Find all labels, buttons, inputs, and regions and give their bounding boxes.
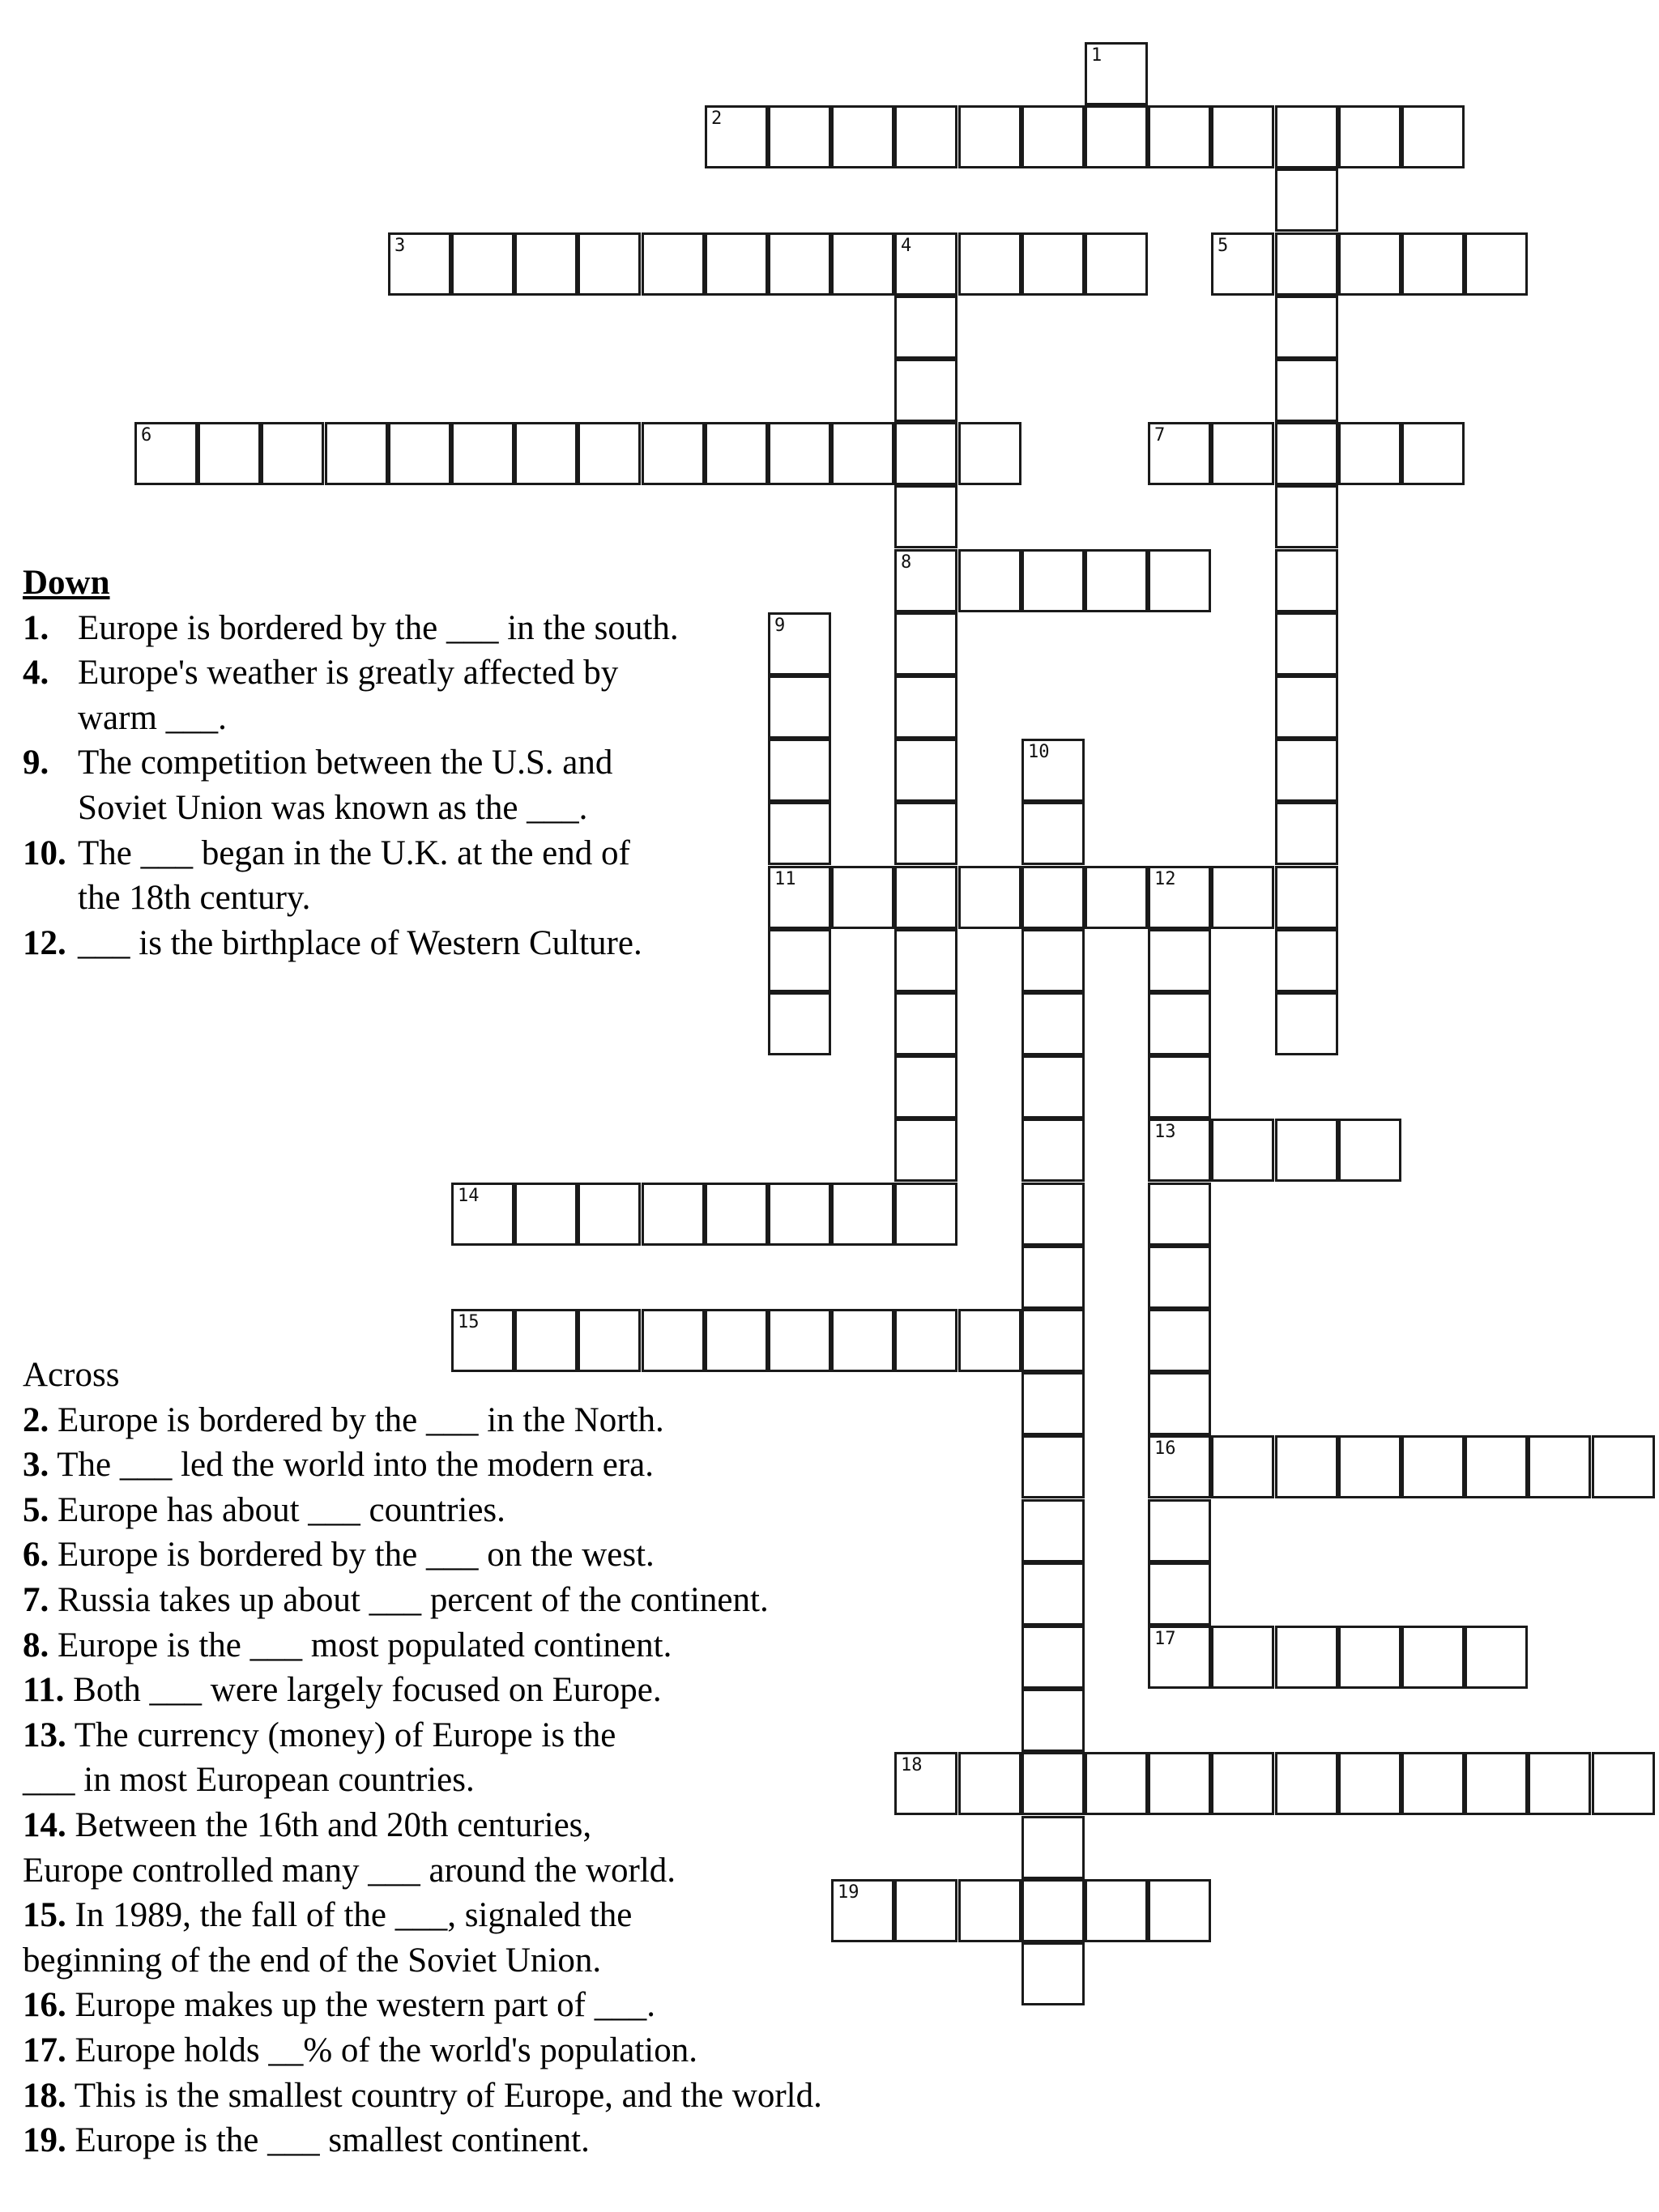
crossword-cell[interactable] xyxy=(1275,739,1338,802)
clue-text: In 1989, the fall of the ___, signaled the xyxy=(66,1896,633,1935)
crossword-cell[interactable] xyxy=(1148,1119,1211,1182)
clue-number: 14 xyxy=(458,1186,480,1206)
crossword-cell[interactable] xyxy=(894,866,957,929)
down-clue xyxy=(23,606,752,651)
crossword-cell[interactable] xyxy=(768,422,831,485)
crossword-cell[interactable] xyxy=(325,422,388,485)
across-clue xyxy=(23,1623,946,1669)
across-clue xyxy=(23,1668,946,1713)
crossword-cell[interactable] xyxy=(1148,1626,1211,1689)
crossword-cell[interactable] xyxy=(1275,992,1338,1055)
crossword-cell[interactable] xyxy=(831,422,894,485)
clue-text: The competition between the U.S. and xyxy=(78,744,613,782)
clue-text: Between the 16th and 20th centuries, xyxy=(66,1805,592,1844)
clue-num: 13. xyxy=(23,1715,66,1754)
clue-num: 7. xyxy=(23,1580,49,1619)
clue-text: Russia takes up about ___ percent of the continent. xyxy=(49,1580,769,1619)
crossword-cell[interactable] xyxy=(894,105,957,168)
crossword-cell[interactable] xyxy=(1148,422,1211,485)
clue-num: 19. xyxy=(23,2121,66,2160)
crossword-cell[interactable] xyxy=(831,105,894,168)
crossword-cell[interactable] xyxy=(1148,1372,1211,1435)
crossword-cell[interactable] xyxy=(894,1055,957,1119)
crossword-cell[interactable] xyxy=(1465,232,1528,296)
down-heading: Down xyxy=(23,564,110,602)
crossword-cell[interactable] xyxy=(894,1119,957,1182)
crossword-cell[interactable] xyxy=(958,1752,1021,1815)
crossword-cell[interactable] xyxy=(514,232,578,296)
crossword-cell[interactable] xyxy=(1275,929,1338,992)
crossword-cell[interactable] xyxy=(1211,1435,1274,1498)
crossword-cell[interactable] xyxy=(1021,1119,1085,1182)
crossword-cell[interactable] xyxy=(1021,549,1085,612)
crossword-cell[interactable] xyxy=(831,866,894,929)
crossword-cell[interactable] xyxy=(1275,1626,1338,1689)
clue-num: 6. xyxy=(23,1536,49,1575)
clue-num: 18. xyxy=(23,2076,66,2115)
crossword-cell[interactable] xyxy=(388,232,451,296)
across-heading: Across xyxy=(23,1356,120,1394)
crossword-cell[interactable] xyxy=(1021,1626,1085,1689)
crossword-cell[interactable] xyxy=(1401,1752,1465,1815)
clue-text: Europe is bordered by the ___ on the west. xyxy=(49,1536,655,1575)
crossword-cell[interactable] xyxy=(1401,232,1465,296)
crossword-cell[interactable] xyxy=(1401,422,1465,485)
clue-text: Europe's weather is greatly affected by xyxy=(78,654,619,693)
crossword-cell[interactable] xyxy=(894,1183,957,1246)
down-clues xyxy=(23,560,752,965)
across-clue xyxy=(23,1532,946,1578)
crossword-cell[interactable] xyxy=(1021,992,1085,1055)
across-clue xyxy=(23,1713,946,1758)
crossword-cell[interactable] xyxy=(768,232,831,296)
crossword-cell[interactable] xyxy=(705,422,768,485)
crossword-cell[interactable] xyxy=(1021,232,1085,296)
crossword-cell[interactable] xyxy=(1275,485,1338,548)
crossword-cell[interactable] xyxy=(705,232,768,296)
crossword-cell[interactable] xyxy=(705,105,768,168)
crossword-cell[interactable] xyxy=(1275,1119,1338,1182)
crossword-cell[interactable] xyxy=(1338,1752,1401,1815)
across-clue xyxy=(23,2028,946,2073)
crossword-cell[interactable] xyxy=(1021,1055,1085,1119)
crossword-cell[interactable] xyxy=(1021,1752,1085,1815)
crossword-cell[interactable] xyxy=(1338,422,1401,485)
crossword-cell[interactable] xyxy=(1148,1183,1211,1246)
crossword-cell[interactable] xyxy=(958,105,1021,168)
crossword-cell[interactable] xyxy=(1148,1309,1211,1372)
crossword-cell[interactable] xyxy=(831,1183,894,1246)
crossword-cell[interactable] xyxy=(578,232,641,296)
clue-text: ___ is the birthplace of Western Culture. xyxy=(78,923,642,962)
clue-num: 8. xyxy=(23,1626,49,1664)
across-clue xyxy=(23,1398,946,1443)
clue-number: 7 xyxy=(1154,425,1166,445)
crossword-cell[interactable] xyxy=(1211,105,1274,168)
crossword-cell[interactable] xyxy=(1148,1246,1211,1309)
crossword-cell[interactable] xyxy=(958,422,1021,485)
crossword-cell[interactable] xyxy=(1148,992,1211,1055)
clue-num: 14. xyxy=(23,1805,66,1844)
clue-number: 12 xyxy=(1154,869,1176,889)
clue-num: 12. xyxy=(23,923,66,962)
crossword-cell[interactable] xyxy=(1085,232,1148,296)
crossword-cell[interactable] xyxy=(1211,422,1274,485)
across-clue xyxy=(23,2118,946,2163)
crossword-cell[interactable] xyxy=(894,359,957,422)
crossword-cell[interactable] xyxy=(642,422,705,485)
clue-text: The ___ began in the U.K. at the end of xyxy=(78,833,630,872)
crossword-cell[interactable] xyxy=(1021,1246,1085,1309)
clue-continuation: the 18th century. xyxy=(78,879,311,918)
crossword-cell[interactable] xyxy=(894,549,957,612)
crossword-cell[interactable] xyxy=(1148,1879,1211,1942)
crossword-cell[interactable] xyxy=(1021,929,1085,992)
crossword-cell[interactable] xyxy=(1148,549,1211,612)
crossword-cell[interactable] xyxy=(1148,1055,1211,1119)
clue-number: 1 xyxy=(1091,45,1102,66)
across-clue xyxy=(23,1443,946,1488)
clue-num: 1. xyxy=(23,608,49,647)
crossword-cell[interactable] xyxy=(1085,1752,1148,1815)
crossword-cell[interactable] xyxy=(894,676,957,739)
crossword-cell[interactable] xyxy=(1275,802,1338,865)
crossword-cell[interactable] xyxy=(1021,1435,1085,1498)
clue-text: Europe holds __% of the world's population. xyxy=(66,2031,697,2069)
clue-text: Europe makes up the western part of ___. xyxy=(66,1986,655,2025)
crossword-cell[interactable] xyxy=(134,422,198,485)
down-clue xyxy=(23,650,752,696)
crossword-cell[interactable] xyxy=(1021,1689,1085,1752)
crossword-cell[interactable] xyxy=(958,232,1021,296)
clue-num: 17. xyxy=(23,2031,66,2069)
clue-num: 9. xyxy=(23,744,49,782)
crossword-cell[interactable] xyxy=(1275,105,1338,168)
crossword-cell[interactable] xyxy=(958,866,1021,929)
clue-text: Europe is bordered by the ___ in the south. xyxy=(78,608,679,647)
across-clue xyxy=(23,1803,946,1848)
crossword-cell[interactable] xyxy=(1021,1183,1085,1246)
crossword-cell[interactable] xyxy=(894,802,957,865)
crossword-cell[interactable] xyxy=(1275,422,1338,485)
crossword-cell[interactable] xyxy=(1528,1752,1591,1815)
crossword-cell[interactable] xyxy=(1211,866,1274,929)
clue-continuation: ___ in most European countries. xyxy=(23,1761,475,1800)
crossword-cell[interactable] xyxy=(768,739,831,802)
crossword-cell[interactable] xyxy=(1021,1879,1085,1942)
crossword-cell[interactable] xyxy=(768,676,831,739)
crossword-cell[interactable] xyxy=(1085,549,1148,612)
clue-number: 10 xyxy=(1028,742,1050,762)
crossword-cell[interactable] xyxy=(1085,42,1148,105)
crossword-cell[interactable] xyxy=(261,422,324,485)
clue-text: Europe is bordered by the ___ in the North. xyxy=(49,1400,664,1439)
clue-continuation: beginning of the end of the Soviet Union. xyxy=(23,1941,602,1980)
crossword-cell[interactable] xyxy=(1085,1879,1148,1942)
clue-number: 8 xyxy=(901,552,912,573)
crossword-cell[interactable] xyxy=(1148,1562,1211,1626)
clue-number: 18 xyxy=(901,1755,923,1775)
crossword-cell[interactable] xyxy=(642,232,705,296)
crossword-cell[interactable] xyxy=(1465,1626,1528,1689)
clue-text: The ___ led the world into the modern era. xyxy=(49,1446,654,1485)
crossword-cell[interactable] xyxy=(1021,802,1085,865)
crossword-cell[interactable] xyxy=(1085,105,1148,168)
crossword-cell[interactable] xyxy=(1211,1626,1274,1689)
crossword-cell[interactable] xyxy=(1275,1435,1338,1498)
clue-continuation: Europe controlled many ___ around the world. xyxy=(23,1851,676,1890)
across-clue xyxy=(23,1983,946,2028)
clue-num: 11. xyxy=(23,1671,65,1710)
crossword-cell[interactable] xyxy=(768,802,831,865)
clue-number: 4 xyxy=(901,236,912,256)
crossword-cell[interactable] xyxy=(1211,1752,1274,1815)
crossword-cell[interactable] xyxy=(388,422,451,485)
clue-text: Europe is the ___ smallest continent. xyxy=(66,2121,590,2160)
crossword-cell[interactable] xyxy=(1465,1435,1528,1498)
crossword-cell[interactable] xyxy=(578,422,641,485)
clue-num: 2. xyxy=(23,1400,49,1439)
crossword-cell[interactable] xyxy=(894,232,957,296)
crossword-cell[interactable] xyxy=(1592,1752,1655,1815)
crossword-cell[interactable] xyxy=(1211,1119,1274,1182)
down-clue xyxy=(23,831,752,876)
crossword-cell[interactable] xyxy=(958,1309,1021,1372)
crossword-cell[interactable] xyxy=(1021,105,1085,168)
clue-text: Both ___ were largely focused on Europe. xyxy=(64,1671,662,1710)
crossword-cell[interactable] xyxy=(1338,1119,1401,1182)
crossword-cell[interactable] xyxy=(1275,1752,1338,1815)
crossword-cell[interactable] xyxy=(514,1183,578,1246)
crossword-cell[interactable] xyxy=(894,992,957,1055)
clue-num: 3. xyxy=(23,1446,49,1485)
crossword-cell[interactable] xyxy=(451,1183,514,1246)
clue-text: This is the smallest country of Europe, and the world. xyxy=(66,2076,822,2115)
crossword-cell[interactable] xyxy=(1148,1435,1211,1498)
crossword-cell[interactable] xyxy=(831,232,894,296)
clue-number: 6 xyxy=(141,425,152,445)
clue-number: 3 xyxy=(394,236,406,256)
crossword-cell[interactable] xyxy=(1401,105,1465,168)
crossword-cell[interactable] xyxy=(1275,549,1338,612)
crossword-cell[interactable] xyxy=(1338,105,1401,168)
crossword-cell[interactable] xyxy=(1275,168,1338,232)
clue-number: 17 xyxy=(1154,1629,1176,1649)
clue-num: 10. xyxy=(23,833,66,872)
crossword-cell[interactable] xyxy=(1085,866,1148,929)
clue-number: 9 xyxy=(774,616,786,636)
crossword-cell[interactable] xyxy=(1401,1626,1465,1689)
crossword-cell[interactable] xyxy=(1021,1499,1085,1562)
crossword-cell[interactable] xyxy=(1465,1752,1528,1815)
across-clue xyxy=(23,2073,946,2119)
clue-continuation: Soviet Union was known as the ___. xyxy=(78,788,588,827)
clue-number: 15 xyxy=(458,1312,480,1332)
crossword-cell[interactable] xyxy=(1275,866,1338,929)
clue-number: 19 xyxy=(838,1882,859,1903)
crossword-cell[interactable] xyxy=(1338,1626,1401,1689)
crossword-cell[interactable] xyxy=(894,485,957,548)
crossword-cell[interactable] xyxy=(1021,1942,1085,2005)
crossword-cell[interactable] xyxy=(894,296,957,359)
clue-number: 2 xyxy=(711,109,723,129)
crossword-cell[interactable] xyxy=(1021,739,1085,802)
clue-num: 4. xyxy=(23,654,49,693)
crossword-cell[interactable] xyxy=(1275,676,1338,739)
crossword-cell[interactable] xyxy=(958,549,1021,612)
crossword-cell[interactable] xyxy=(768,992,831,1055)
crossword-cell[interactable] xyxy=(768,929,831,992)
crossword-cell[interactable] xyxy=(1338,232,1401,296)
crossword-cell[interactable] xyxy=(451,422,514,485)
clue-text: Europe is the ___ most populated continent. xyxy=(49,1626,672,1664)
crossword-cell[interactable] xyxy=(894,929,957,992)
clue-text: Europe has about ___ countries. xyxy=(49,1490,505,1529)
crossword-cell[interactable] xyxy=(1592,1435,1655,1498)
crossword-cell[interactable] xyxy=(768,612,831,676)
crossword-cell[interactable] xyxy=(1338,1435,1401,1498)
crossword-cell[interactable] xyxy=(705,1183,768,1246)
crossword-cell[interactable] xyxy=(1275,612,1338,676)
across-clue xyxy=(23,1578,946,1623)
clue-number: 13 xyxy=(1154,1122,1176,1142)
down-clue xyxy=(23,921,752,966)
crossword-cell[interactable] xyxy=(1021,1372,1085,1435)
crossword-cell[interactable] xyxy=(1148,105,1211,168)
crossword-cell[interactable] xyxy=(894,612,957,676)
crossword-cell[interactable] xyxy=(198,422,261,485)
crossword-cell[interactable] xyxy=(1021,1309,1085,1372)
crossword-cell[interactable] xyxy=(1021,1562,1085,1626)
crossword-cell[interactable] xyxy=(1148,1499,1211,1562)
crossword-cell[interactable] xyxy=(1021,866,1085,929)
crossword-cell[interactable] xyxy=(514,422,578,485)
clue-continuation: warm ___. xyxy=(78,698,227,737)
crossword-cell[interactable] xyxy=(1275,359,1338,422)
crossword-cell[interactable] xyxy=(1021,1816,1085,1879)
down-clue xyxy=(23,740,752,786)
clue-num: 16. xyxy=(23,1986,66,2025)
clue-num: 5. xyxy=(23,1490,49,1529)
crossword-cell[interactable] xyxy=(1148,929,1211,992)
crossword-cell[interactable] xyxy=(451,232,514,296)
clue-number: 16 xyxy=(1154,1438,1176,1459)
crossword-cell[interactable] xyxy=(1148,1752,1211,1815)
crossword-cell[interactable] xyxy=(1211,232,1274,296)
clue-text: The currency (money) of Europe is the xyxy=(66,1715,616,1754)
crossword-cell[interactable] xyxy=(958,1879,1021,1942)
crossword-cell[interactable] xyxy=(1148,866,1211,929)
clue-number: 5 xyxy=(1218,236,1229,256)
crossword-cell[interactable] xyxy=(642,1183,705,1246)
crossword-cell[interactable] xyxy=(768,866,831,929)
clue-num: 15. xyxy=(23,1896,66,1935)
crossword-cell[interactable] xyxy=(768,1183,831,1246)
across-clues xyxy=(23,1353,946,2163)
across-clue xyxy=(23,1488,946,1533)
across-clue xyxy=(23,1893,946,1938)
crossword-cell[interactable] xyxy=(1401,1435,1465,1498)
crossword-cell[interactable] xyxy=(1275,232,1338,296)
clue-number: 11 xyxy=(774,869,796,889)
crossword-cell[interactable] xyxy=(1528,1435,1591,1498)
crossword-cell[interactable] xyxy=(894,422,957,485)
crossword-cell[interactable] xyxy=(894,739,957,802)
crossword-cell[interactable] xyxy=(1275,296,1338,359)
crossword-cell[interactable] xyxy=(578,1183,641,1246)
crossword-cell[interactable] xyxy=(768,105,831,168)
